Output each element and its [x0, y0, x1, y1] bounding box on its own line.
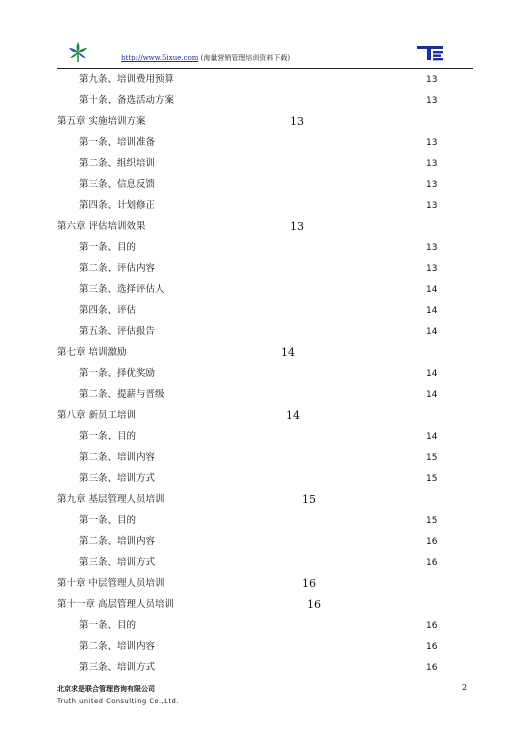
toc-page-number: 14 — [281, 346, 295, 359]
toc-chapter-row[interactable] — [0, 598, 529, 612]
toc-article-row[interactable] — [0, 388, 529, 402]
leaf-cluster-icon — [66, 40, 90, 64]
toc-label: 第二条、培训内容 — [79, 452, 156, 463]
toc-label: 第一条、目的 — [79, 620, 137, 631]
toc-label: 第一条、培训准备 — [79, 137, 156, 148]
toc-chapter-row[interactable] — [0, 346, 529, 360]
toc-page-number: 15 — [426, 516, 438, 526]
toc-page-number: 15 — [426, 474, 438, 484]
toc-label: 第十章 中层管理人员培训 — [57, 578, 165, 589]
toc-label: 第八章 新员工培训 — [57, 410, 137, 421]
toc-label: 第七章 培训激励 — [57, 347, 127, 358]
te-logo-icon — [415, 44, 445, 62]
toc-article-row[interactable] — [0, 619, 529, 633]
toc-page-number: 16 — [426, 663, 438, 673]
toc-article-row[interactable] — [0, 178, 529, 192]
toc-article-row[interactable] — [0, 451, 529, 465]
toc-label: 第四条、计划修正 — [79, 200, 156, 211]
toc-label: 第一条、择优奖励 — [79, 368, 156, 379]
header-divider — [57, 68, 473, 69]
toc-article-row[interactable] — [0, 556, 529, 570]
toc-page-number: 15 — [302, 493, 316, 506]
toc-label: 第五章 实施培训方案 — [57, 116, 146, 127]
header-url-line — [121, 53, 290, 63]
toc-article-row[interactable] — [0, 367, 529, 381]
toc-label: 第十条、备选活动方案 — [79, 95, 175, 106]
toc-label: 第十一章 高层管理人员培训 — [57, 599, 175, 610]
toc-page-number: 16 — [426, 537, 438, 547]
toc-page-number: 13 — [426, 138, 438, 148]
toc-article-row[interactable] — [0, 199, 529, 213]
header-url-link[interactable]: http://www.5ixue.com — [121, 54, 199, 62]
toc-page-number: 15 — [426, 453, 438, 463]
toc-label: 第二条、培训内容 — [79, 536, 156, 547]
toc-article-row[interactable] — [0, 472, 529, 486]
toc-page-number: 13 — [426, 243, 438, 253]
toc-page-number: 13 — [426, 201, 438, 211]
toc-page-number: 16 — [426, 558, 438, 568]
toc-article-row[interactable] — [0, 283, 529, 297]
toc-label: 第二条、组织培训 — [79, 158, 156, 169]
toc-article-row[interactable] — [0, 514, 529, 528]
toc-article-row[interactable] — [0, 262, 529, 276]
toc-page-number: 14 — [426, 327, 438, 337]
toc-chapter-row[interactable] — [0, 409, 529, 423]
toc-page-number: 13 — [290, 220, 304, 233]
toc-page-number: 13 — [290, 115, 304, 128]
toc-page-number: 13 — [426, 75, 438, 85]
toc-page-number: 16 — [302, 577, 316, 590]
toc-chapter-row[interactable] — [0, 493, 529, 507]
toc-label: 第三条、培训方式 — [79, 557, 156, 568]
toc-page-number: 16 — [426, 621, 438, 631]
toc-article-row[interactable] — [0, 535, 529, 549]
toc-page-number: 13 — [426, 159, 438, 169]
toc-label: 第一条、目的 — [79, 515, 137, 526]
page-number: 2 — [462, 683, 468, 692]
toc-article-row[interactable] — [0, 136, 529, 150]
toc-page-number: 14 — [286, 409, 300, 422]
toc-page-number: 14 — [426, 432, 438, 442]
toc-label: 第六章 评估培训效果 — [57, 221, 146, 232]
toc-label: 第九条、培训费用预算 — [79, 74, 175, 85]
header-note: (海量营销管理培训资料下载) — [198, 54, 291, 62]
toc-page-number: 14 — [426, 285, 438, 295]
toc-label: 第五条、评估报告 — [79, 326, 156, 337]
toc-page-number: 16 — [307, 598, 321, 611]
footer-company-cn: 北京求是联合管理咨询有限公司 — [57, 685, 155, 693]
toc-article-row[interactable] — [0, 157, 529, 171]
toc-chapter-row[interactable] — [0, 115, 529, 129]
footer-company-en: Truth united Consulting Co.,Ltd. — [57, 697, 180, 705]
toc-article-row[interactable] — [0, 430, 529, 444]
toc-article-row[interactable] — [0, 241, 529, 255]
toc-label: 第二条、评估内容 — [79, 263, 156, 274]
toc-label: 第九章 基层管理人员培训 — [57, 494, 165, 505]
toc-label: 第四条、评估 — [79, 305, 137, 316]
toc-page-number: 14 — [426, 390, 438, 400]
toc-label: 第二条、培训内容 — [79, 641, 156, 652]
toc-article-row[interactable] — [0, 94, 529, 108]
toc-chapter-row[interactable] — [0, 220, 529, 234]
toc-page-number: 13 — [426, 180, 438, 190]
toc-label: 第三条、选择评估人 — [79, 284, 165, 295]
toc-page-number: 13 — [426, 96, 438, 106]
toc-page-number: 14 — [426, 369, 438, 379]
toc-label: 第三条、信息反馈 — [79, 179, 156, 190]
toc-page-number: 13 — [426, 264, 438, 274]
toc-chapter-row[interactable] — [0, 577, 529, 591]
toc-label: 第三条、培训方式 — [79, 662, 156, 673]
toc-article-row[interactable] — [0, 661, 529, 675]
toc-article-row[interactable] — [0, 73, 529, 87]
toc-article-row[interactable] — [0, 304, 529, 318]
toc-label: 第三条、培训方式 — [79, 473, 156, 484]
toc-label: 第二条、提薪与晋级 — [79, 389, 165, 400]
toc-page-number: 14 — [426, 306, 438, 316]
toc-page-number: 16 — [426, 642, 438, 652]
toc-article-row[interactable] — [0, 325, 529, 339]
toc-label: 第一条、目的 — [79, 431, 137, 442]
toc-article-row[interactable] — [0, 640, 529, 654]
toc-label: 第一条、目的 — [79, 242, 137, 253]
